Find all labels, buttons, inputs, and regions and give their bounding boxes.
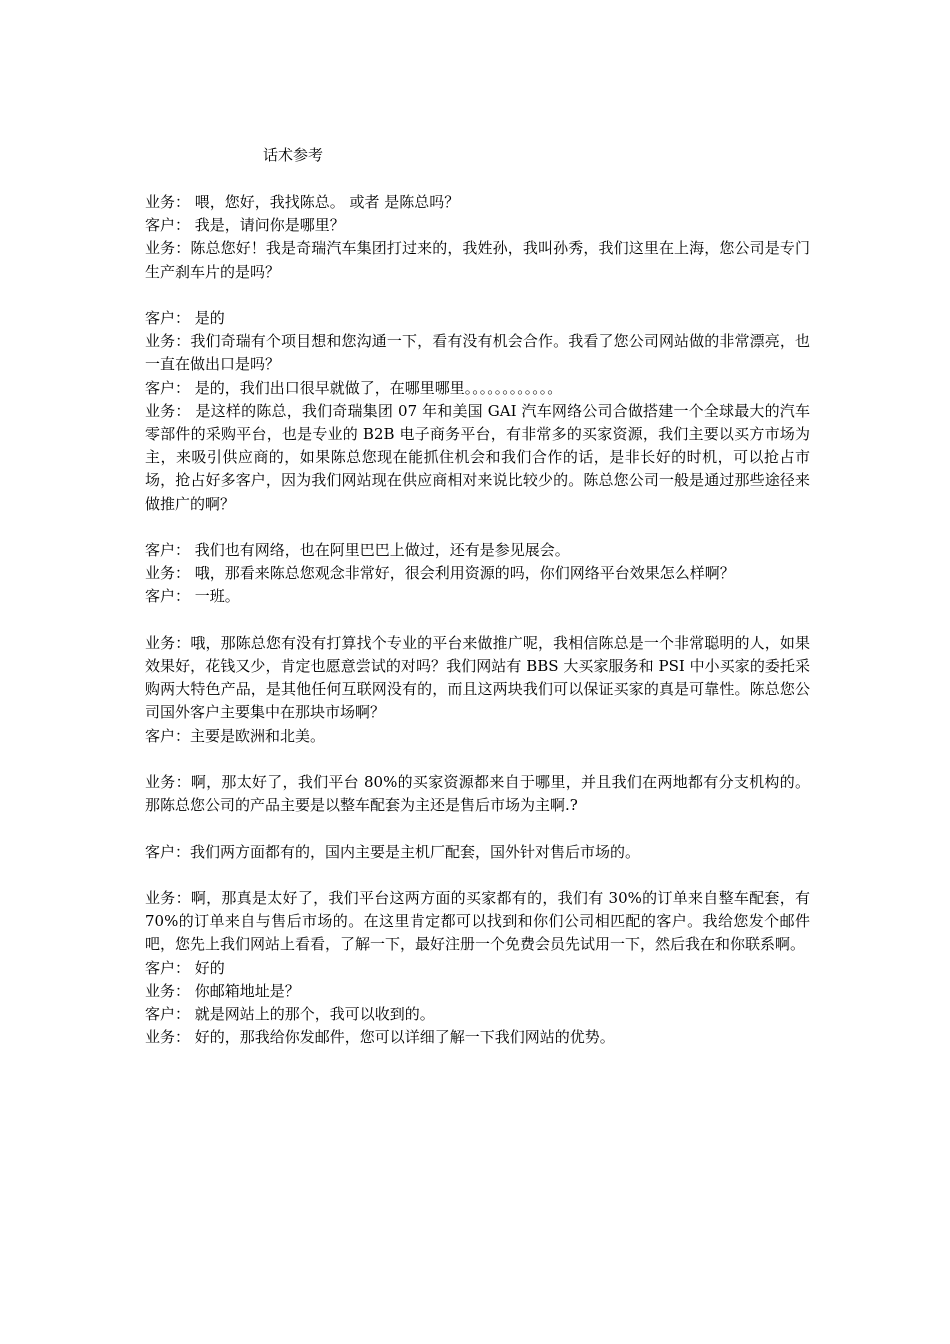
dialogue-line: 业务：啊，那太好了，我们平台 80%的买家资源都来自于哪里，并且我们在两地都有分支机构的。那陈总您公司的产品主要是以整车配套为主还是售后市场为主啊.?: [145, 773, 810, 815]
dialogue-line: 业务： 喂，您好，我找陈总。 或者 是陈总吗？: [145, 193, 460, 211]
paragraph-gap: [145, 817, 810, 840]
dialogue-line: 客户： 就是网站上的那个，我可以收到的。: [145, 1005, 435, 1024]
dialogue-line: 客户：主要是欧洲和北美。: [145, 726, 326, 745]
dialogue-line: 客户： 一班。: [145, 587, 240, 606]
dialogue-line: 客户： 我是，请问你是哪里？: [145, 216, 345, 235]
paragraph-gap: [145, 864, 810, 887]
dialogue-line: 客户：我们两方面都有的，国内主要是主机厂配套，国外针对售后市场的。: [145, 842, 641, 861]
dialogue-line: 业务： 哦，那看来陈总您观念非常好，很会利用资源的吗，你们网络平台效果怎么样啊？: [145, 564, 735, 583]
dialogue-line: 客户： 我们也有网络，也在阿里巴巴上做过，还有是参见展会。: [145, 541, 570, 560]
dialogue-line: 业务：哦，那陈总您有没有打算找个专业的平台来做推广呢，我相信陈总是一个非常聪明的人，如果效果好，花钱又少，肯定也愿意尝试的对吗？我们网站有 BBS 大买家服务和 PSI 中小买家的委托采购两大特色产品，是其他任何互联网没有的，而且这两块我们可以保证买家的真是可靠性。陈总您公司国外客户主要集中在那块市场啊？: [145, 633, 810, 722]
paragraph-gap: [145, 748, 810, 771]
dialogue-line: 客户： 是的: [145, 309, 225, 327]
dialogue-line: 客户： 是的，我们出口很早就做了，在哪里哪里。。。。。。。。。。。。: [145, 378, 563, 397]
dialogue-line: 业务：啊，那真是太好了，我们平台这两方面的买家都有的，我们有 30%的订单来自整车配套，有 70%的订单来自与售后市场的。在这里肯定都可以找到和你们公司相匹配的客户。我给您发个邮件吧，您先上我们网站上看看，了解一下，最好注册一个免费会员先试用一下，然后我在和你联系啊。: [145, 889, 810, 954]
document-title: 话术参考: [263, 146, 324, 164]
dialogue-line: 业务：我们奇瑞有个项目想和您沟通一下，看有没有机会合作。我看了您公司网站做的非常漂亮，也一直在做出口是吗？: [145, 332, 810, 374]
dialogue-body: [145, 191, 810, 1049]
paragraph-gap: [145, 516, 810, 539]
dialogue-line: 客户： 好的: [145, 958, 225, 977]
dialogue-line: 业务： 好的，那我给你发邮件，您可以详细了解一下我们网站的优势。: [145, 1028, 615, 1047]
dialogue-line: 业务： 你邮箱地址是？: [145, 981, 300, 1000]
dialogue-line: 业务： 是这样的陈总，我们奇瑞集团 07 年和美国 GAI 汽车网络公司合做搭建一个全球最大的汽车零部件的采购平台，也是专业的 B2B 电子商务平台，有非常多的买家资源，我们主要以买方市场为主，来吸引供应商的，如果陈总您现在能抓住机会和我们合作的话，是非长好的时机，可以抢占市场，抢占好多客户，因为我们网站现在供应商相对来说比较少的。陈总您公司一般是通过那些途径来做推广的啊？: [145, 401, 810, 513]
paragraph-gap: [145, 284, 810, 307]
paragraph-gap: [145, 609, 810, 632]
dialogue-line: 业务：陈总您好！我是奇瑞汽车集团打过来的，我姓孙，我叫孙秀，我们这里在上海，您公司是专门生产刹车片的是吗？: [145, 239, 810, 281]
